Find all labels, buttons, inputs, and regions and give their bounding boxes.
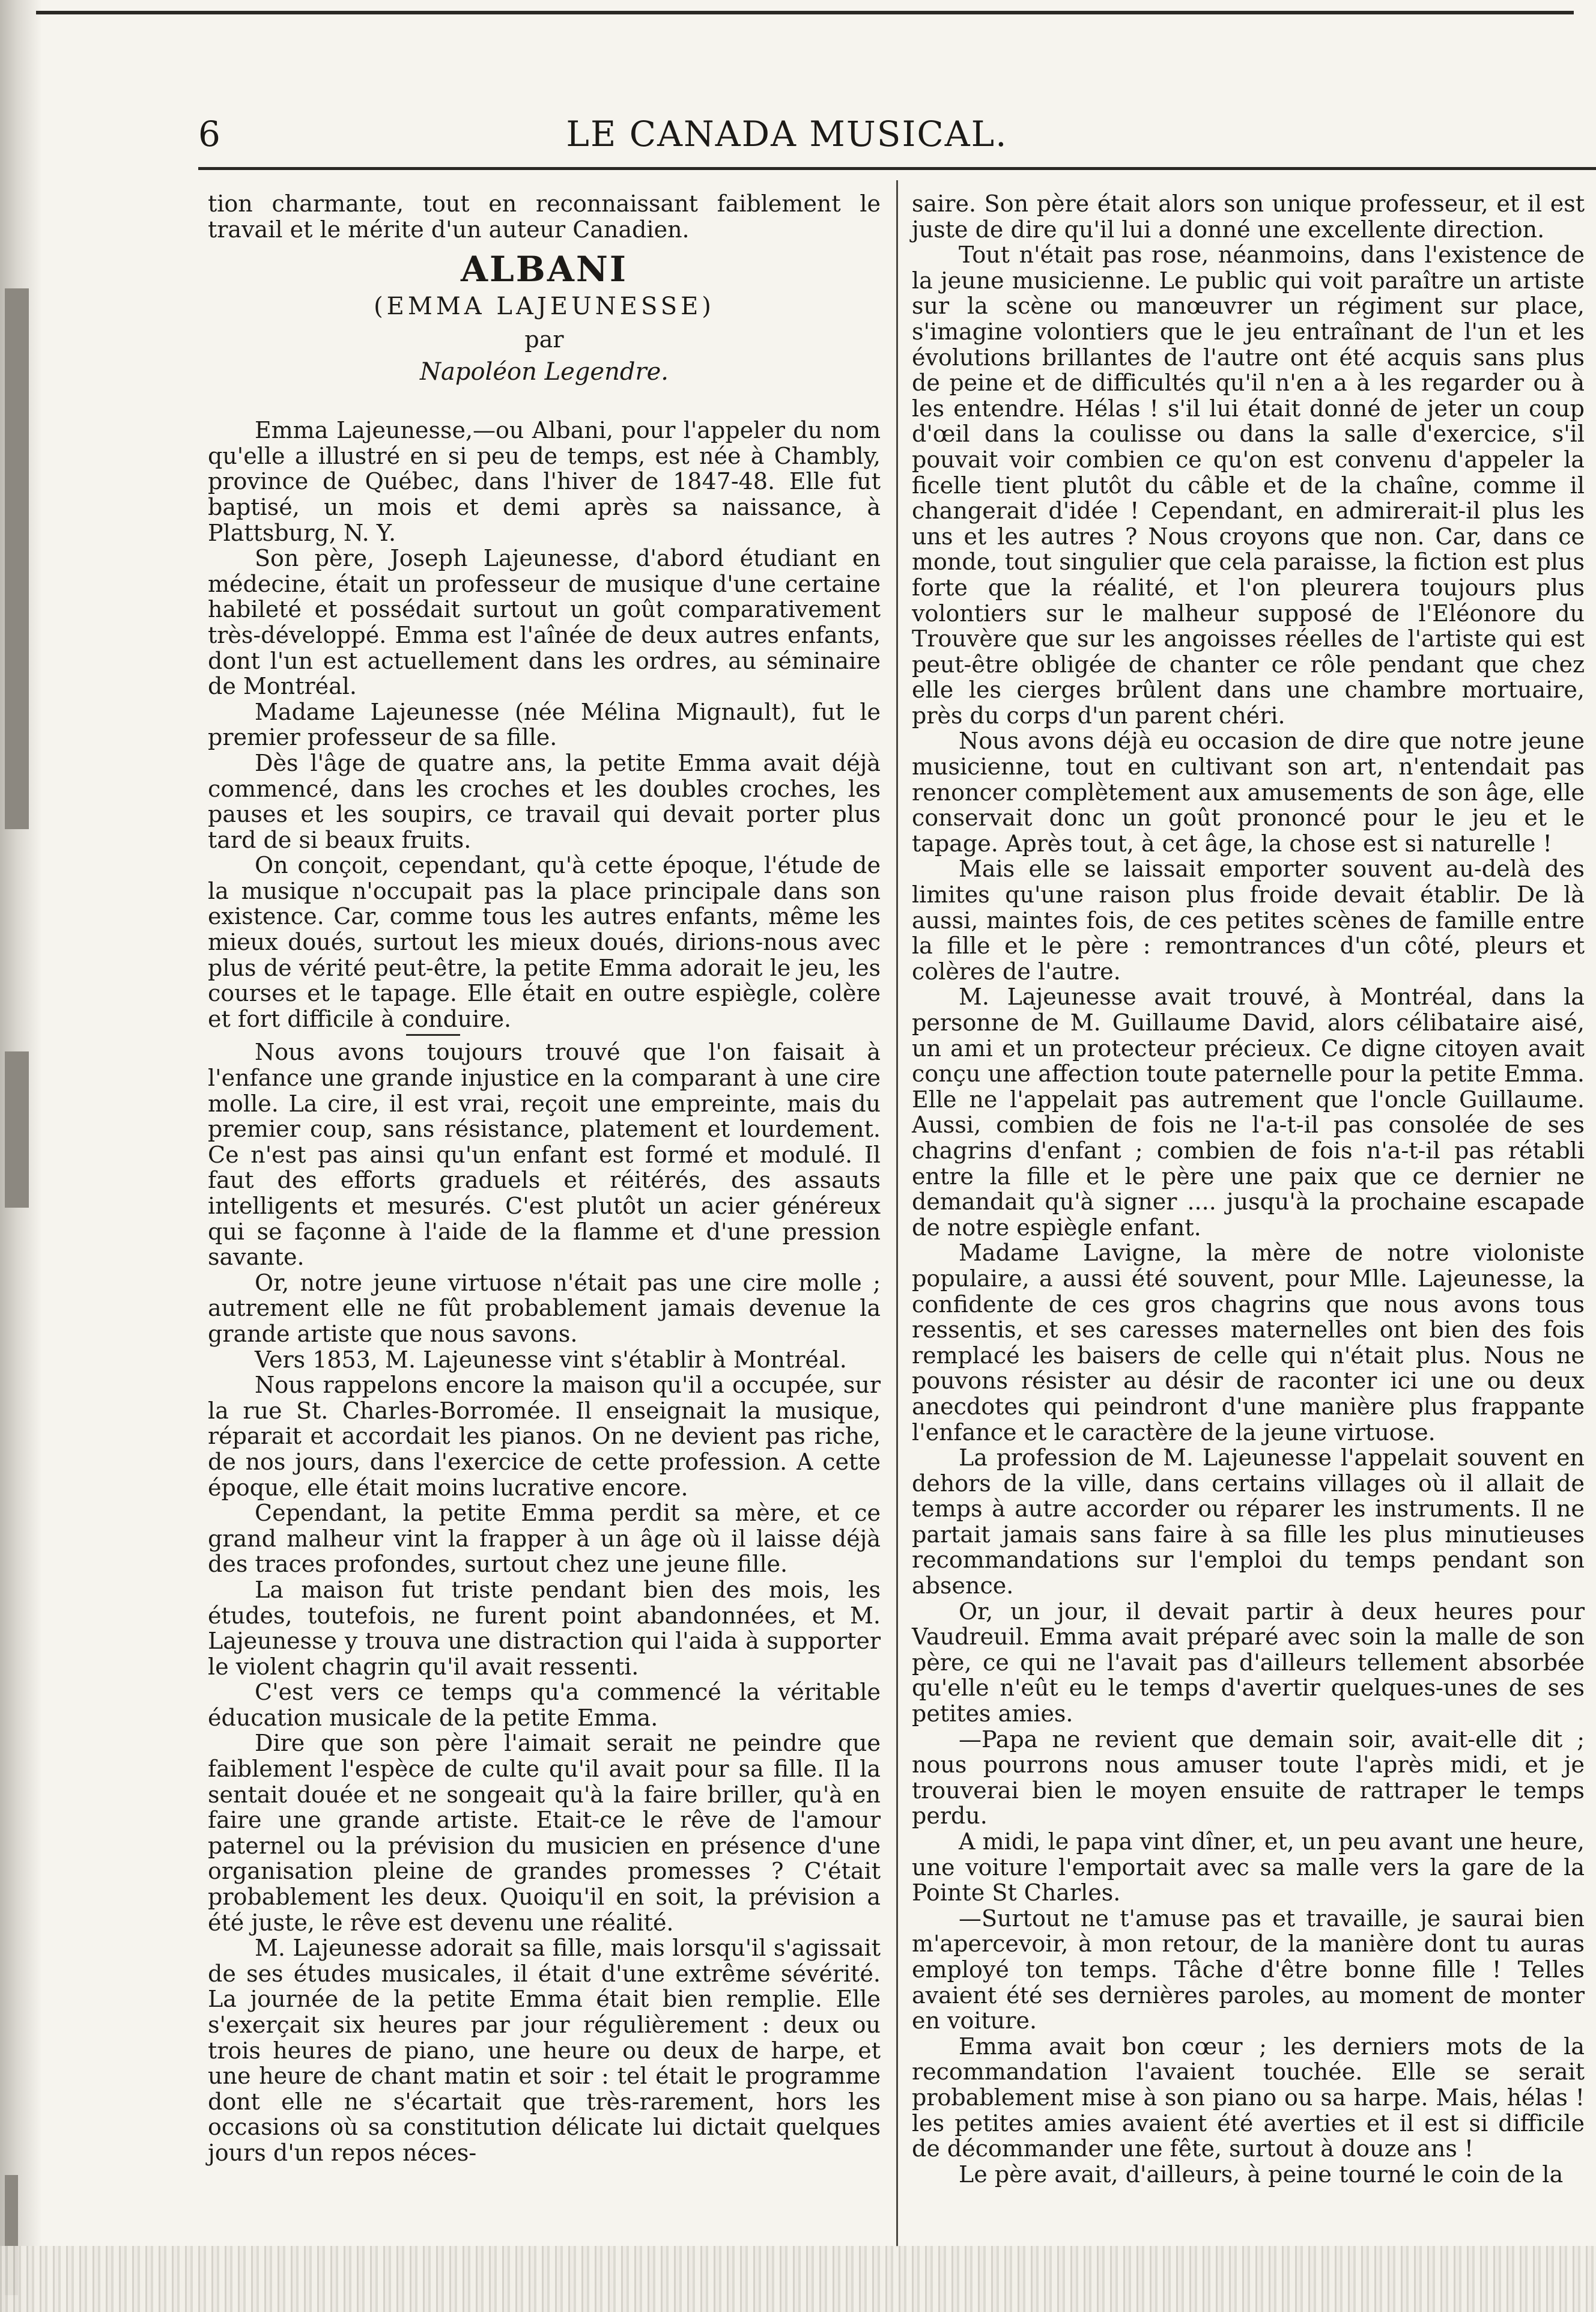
left-column — [208, 191, 881, 2166]
continued-text: saire. Son père était alors son unique professeur, et il est juste de dire qu'il lui a donné une excellente direction. — [912, 190, 1585, 243]
paragraph: Or, notre jeune virtuose n'était pas une cire molle ; autrement elle ne fût probablement jamais devenue la grande artiste que nous savons. — [208, 1269, 881, 1347]
paragraph: —Surtout ne t'amuse pas et travaille, je saurai bien m'apercevoir, à mon retour, de la manière dont tu auras employé ton temps. Tâche d'être bonne fille ! Telles avaient été ses dernières paroles, au moment de monter en voiture. — [912, 1905, 1585, 2034]
article-author: Napoléon Legendre. — [420, 358, 669, 386]
paragraph: C'est vers ce temps qu'a commencé la véritable éducation musicale de la petite Emma. — [208, 1679, 881, 1731]
paragraph: La maison fut triste pendant bien des mois, les études, toutefois, ne furent point abandonnées, et M. Lajeunesse y trouva une distraction qui l'aida à supporter le violent chagrin qu'il avait ressenti. — [208, 1576, 881, 1680]
paragraph: Dès l'âge de quatre ans, la petite Emma avait déjà commencé, dans les croches et les doubles croches, les pauses et les soupirs, ce travail qui devait porter plus tard de si beaux fruits. — [208, 749, 881, 853]
continued-text: tion charmante, tout en reconnaissant faiblement le travail et le mérite d'un auteur Canadien. — [208, 190, 881, 243]
top-border-rule — [36, 11, 1574, 14]
article-subtitle: (EMMA LAJEUNESSE) — [374, 293, 715, 321]
paragraph: Mais elle se laissait emporter souvent au-delà des limites qu'une raison plus froide devait établir. De là aussi, maintes fois, de ces petites scènes de famille entre la fille et le père : remontrances d'un côté, pleurs et colères de l'autre. — [912, 856, 1585, 985]
paragraph: M. Lajeunesse adorait sa fille, mais lorsqu'il s'agissait de ses études musicales, il était d'une extrême sévérité. La journée de la petite Emma était bien remplie. Elle s'exerçait six heures par jour régulièrement : deux ou trois heures de piano, une heure ou deux de harpe, et une heure de chant matin et soir : tel était le programme dont elle ne s'écartait que très-rarement, hors les occasions où sa constitution délicate lui dictait quelques jours d'un repos néces- — [208, 1935, 881, 2166]
paragraph: Tout n'était pas rose, néanmoins, dans l'existence de la jeune musicienne. Le public qui voit paraître un artiste sur la scène ou manœuvrer un régiment sur place, s'imagine volontiers que le jeu entraînant de l'un et les évolutions brillantes de l'autre ont été acquis sans plus de peine et de difficultés qu'il n'en a à les regarder ou à les entendre. Hélas ! s'il lui était donné de jeter un coup d'œil dans la coulisse ou dans la salle d'exercice, s'il pouvait voir combien ce qu'on est convenu d'appeler la ficelle tient plutôt du câble et de la chaîne, comme il changerait d'idée ! Cependant, en admirerait-il plus les uns et les autres ? Nous croyons que non. Car, dans ce monde, tout singulier que cela paraisse, la fiction est plus forte que la réalité, et l'on pleurera toujours plus volontiers sur le malheur supposé de l'Eléonore du Trouvère que sur les angoisses réelles de l'artiste qui est peut-être obligée de chanter ce rôle pendant que chez elle les cierges brûlent dans une chambre mortuaire, près du corps d'un parent chéri. — [912, 242, 1585, 729]
paragraph: Madame Lajeunesse (née Mélina Mignault), fut le premier professeur de sa fille. — [208, 698, 881, 751]
paragraph: Nous avons déjà eu occasion de dire que notre jeune musicienne, tout en cultivant son art, n'entendait pas renoncer complètement aux amusements de son âge, elle conservait donc un goût prononcé pour le jeu et le tapage. Après tout, à cet âge, la chose est si naturelle ! — [912, 728, 1585, 857]
paragraph: Le père avait, d'ailleurs, à peine tourné le coin de la — [959, 2161, 1564, 2188]
section-separator — [406, 1034, 460, 1036]
paragraph: M. Lajeunesse avait trouvé, à Montréal, dans la personne de M. Guillaume David, alors célibataire aisé, un ami et un protecteur précieux. Ce digne citoyen avait conçu une affection toute paternelle pour la petite Emma. Elle ne l'appelait pas autrement que l'oncle Guillaume. Aussi, combien de fois ne l'a-t-il pas consolée de ses chagrins d'enfant ; combien de fois n'a-t-il pas rétabli entre la fille et le père une paix que ce dernier ne demandait qu'à signer .... jusqu'à la prochaine escapade de notre espiègle enfant. — [912, 984, 1585, 1241]
article-title: ALBANI — [461, 249, 628, 290]
scan-left-edge — [0, 0, 42, 2312]
paragraph: Madame Lavigne, la mère de notre violoniste populaire, a aussi été souvent, pour Mlle. Lajeunesse, la confidente de ces gros chagrins que nous avons tous ressentis, et ses caresses maternelles ont bien des fois remplacé les baisers de celle qui n'était plus. Nous ne pouvons résister au désir de raconter ici une ou deux anecdotes qui peindront d'une manière plus frappante l'enfance et le caractère de la jeune virtuose. — [912, 1240, 1585, 1446]
paragraph: Dire que son père l'aimait serait ne peindre que faiblement l'espèce de culte qu'il avait pour sa fille. Il la sentait douée et ne songeait qu'à la faire briller, qu'à en faire une grande artiste. Etait-ce le rêve de l'amour paternel ou la prévision du musicien en présence d'une organisation pleine de grandes promesses ? C'était probablement les deux. Quoiqu'il en soit, la prévision a été juste, le rêve est devenu une réalité. — [208, 1730, 881, 1936]
paragraph: Emma Lajeunesse,—ou Albani, pour l'appeler du nom qu'elle a illustré en si peu de temps, est née à Chambly, province de Québec, dans l'hiver de 1847-48. Elle fut baptisé, un mois et demi après sa naissance, à Plattsburg, N. Y. — [208, 417, 881, 546]
paragraph: Or, un jour, il devait partir à deux heures pour Vaudreuil. Emma avait préparé avec soin la malle de son père, ce qui ne l'avait pas d'ailleurs tellement absorbée qu'elle n'eût eu le temps d'avertir quelques-unes de ses petites amies. — [912, 1598, 1585, 1727]
page-header — [198, 113, 1376, 155]
paragraph: Emma avait bon cœur ; les derniers mots de la recommandation l'avaient touchée. Elle se serait probablement mise à son piano ou sa harpe. Mais, hélas ! les petites amies avaient été averties et il est si difficile de décommander une fête, surtout à douze ans ! — [912, 2033, 1585, 2162]
paragraph: A midi, le papa vint dîner, et, un peu avant une heure, une voiture l'emportait avec sa malle vers la gare de la Pointe St Charles. — [912, 1828, 1585, 1906]
paragraph: Cependant, la petite Emma perdit sa mère, et ce grand malheur vint la frapper à un âge où il laisse déjà des traces profondes, surtout chez une jeune fille. — [208, 1500, 881, 1578]
column-divider — [896, 180, 898, 2247]
running-title: LE CANADA MUSICAL. — [566, 114, 1008, 154]
paragraph: Son père, Joseph Lajeunesse, d'abord étudiant en médecine, était un professeur de musique d'une certaine habileté et possédait surtout un goût comparativement très-développé. Emma est l'aînée de deux autres enfants, dont l'un est actuellement dans les ordres, au séminaire de Montréal. — [208, 545, 881, 700]
paragraph: Nous rappelons encore la maison qu'il a occupée, sur la rue St. Charles-Borromée. Il enseignait la musique, réparait et accordait les pianos. On ne devient pas riche, de nos jours, dans l'exercice de cette profession. A cette époque, elle était moins lucrative encore. — [208, 1372, 881, 1501]
paragraph: Nous avons toujours trouvé que l'on faisait à l'enfance une grande injustice en la comparant à une cire molle. La cire, il est vrai, reçoit une empreinte, mais du premier coup, sans résistance, platement et lourdement. Ce n'est pas ainsi qu'un enfant est formé et modulé. Il faut des efforts graduels et réitérés, des assauts intelligents et mesurés. C'est plutôt un acier généreux qui se façonne à l'aide de la flamme et d'une pression savante. — [208, 1039, 881, 1271]
paragraph: La profession de M. Lajeunesse l'appelait souvent en dehors de la ville, dans certains villages où il allait de temps à autre accorder ou réparer les instruments. Il ne partait jamais sans faire à sa fille les plus minutieuses recommandations sur l'emploi du temps pendant son absence. — [912, 1444, 1585, 1599]
scan-edge-mark — [5, 288, 29, 829]
scan-bottom-edge — [0, 2246, 1596, 2312]
paragraph: —Papa ne revient que demain soir, avait-elle dit ; nous pourrons nous amuser toute l'après midi, et je trouverai bien le moyen ensuite de rattraper le temps perdu. — [912, 1726, 1585, 1830]
paragraph: Vers 1853, M. Lajeunesse vint s'établir à Montréal. — [255, 1346, 847, 1373]
byline-prefix: par — [524, 326, 564, 353]
page-number: 6 — [198, 114, 220, 154]
header-rule — [198, 167, 1596, 170]
paragraph: On conçoit, cependant, qu'à cette époque, l'étude de la musique n'occupait pas la place principale dans son existence. Car, comme tous les autres enfants, même les mieux doués, surtout les mieux doués, dirions-nous avec plus de vérité peut-être, la petite Emma adorait le jeu, les courses et le tapage. Elle était en outre espiègle, colère et fort difficile à conduire. — [208, 852, 881, 1032]
scan-edge-mark — [5, 1051, 29, 1208]
right-column — [912, 191, 1585, 2187]
